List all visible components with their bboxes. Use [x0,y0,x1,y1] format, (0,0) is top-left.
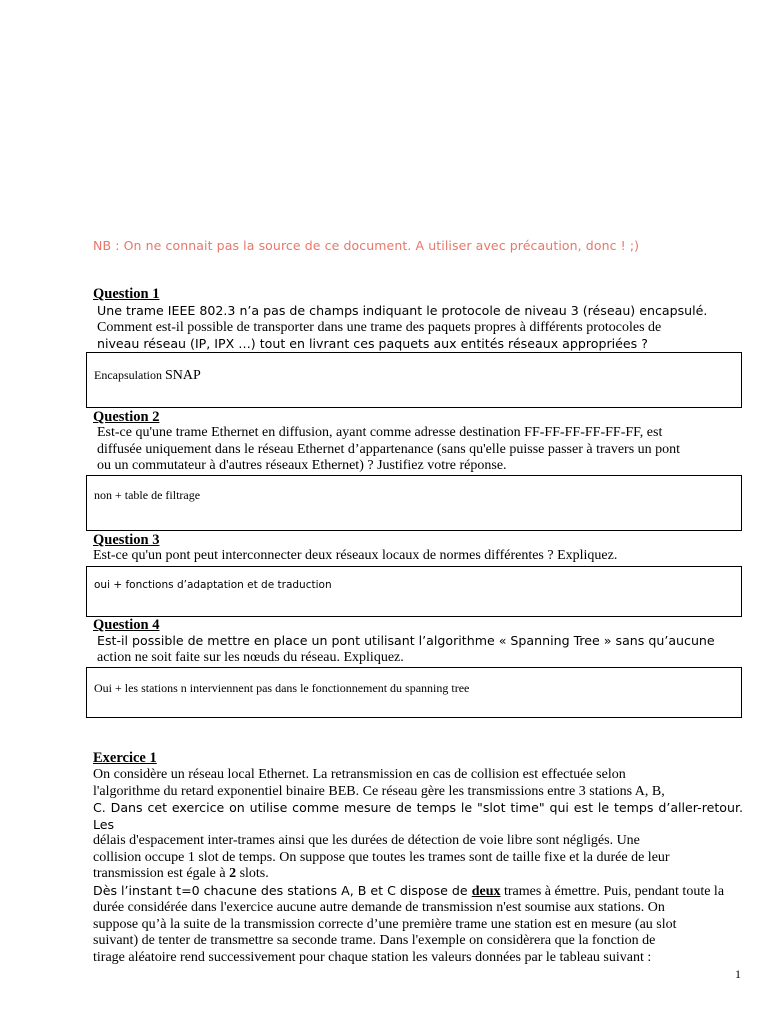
question-4-answer-box [86,667,742,718]
question-3-title: Question 3 [93,532,160,548]
exercise-1-line-3: C. Dans cet exercice on utilise comme mesure de temps le "slot time" qui est le temps d’aller-retour. Les [93,800,743,832]
exercise-1-line-6-c: slots. [236,866,269,881]
exercise-1-line-7-a: Dès l’instant t=0 chacune des stations A, B et C dispose de [93,882,472,898]
exercise-1-line-7 [93,883,743,901]
question-3-line-1: Est-ce qu'un pont peut interconnecter deux réseaux locaux de normes différentes ? Expliquez. [93,548,618,563]
exercise-1-line-2: l'algorithme du retard exponentiel binaire BEB. Ce réseau gère les transmissions entre 3 stations A, B, [93,783,665,799]
question-2-line-3: ou un commutateur à d'autres réseaux Ethernet) ? Justifiez votre réponse. [97,458,507,473]
question-3-answer: oui + fonctions d’adaptation et de traduction [94,579,332,591]
question-1-line-2: Comment est-il possible de transporter dans une trame des paquets propres à différents protocoles de [97,319,662,335]
question-4-line-2: action ne soit faite sur les nœuds du réseau. Expliquez. [97,649,404,665]
question-1-answer-prefix: Encapsulation [94,368,165,382]
question-1-answer-box [86,352,742,408]
question-1-line-1: Une trame IEEE 802.3 n’a pas de champs indiquant le protocole de niveau 3 (réseau) encapsulé. [97,303,708,318]
source-disclaimer-note: NB : On ne connait pas la source de ce document. A utiliser avec précaution, donc ! ;) [93,238,640,253]
question-4-title: Question 4 [93,617,160,633]
question-2-answer-box [86,475,742,531]
question-1-text [97,303,743,353]
exercise-1-line-1: On considère un réseau local Ethernet. La retransmission en cas de collision est effectuée selon [93,767,626,782]
question-4-answer: Oui + les stations n interviennent pas dans le fonctionnement du spanning tree [94,681,470,695]
question-1-answer-main: SNAP [164,368,201,383]
exercise-1-line-6 [93,866,743,883]
question-4-line-1: Est-il possible de mettre en place un pont utilisant l’algorithme « Spanning Tree » sans qu’aucune [97,633,715,648]
exercise-1-line-4: délais d'espacement inter-trames ainsi que les durées de détection de voie libre sont négligés. Une [93,833,640,848]
question-3-text [93,548,743,565]
question-2-line-2: diffusée uniquement dans le réseau Ethernet d’appartenance (sans qu'elle puisse passer à travers un pont [97,441,681,457]
question-2-text [97,425,743,475]
question-1-line-3: niveau réseau (IP, IPX …) tout en livrant ces paquets aux entités réseaux appropriées ? [97,336,648,351]
exercise-1-slot-count: 2 [229,866,237,881]
exercise-1-line-8: durée considérée dans l'exercice aucune autre demande de transmission n'est soumise aux stations. On [93,900,665,915]
exercise-1-line-6-a: transmission est égale à [93,866,230,881]
question-4-text [97,633,743,666]
question-2-title: Question 2 [93,409,160,425]
exercise-1-line-11: tirage aléatoire rend successivement pour chaque station les valeurs données par le tableau suivant : [93,949,652,965]
question-1-answer [94,368,201,384]
exercise-1-frame-count: deux [471,883,501,899]
exercise-1-line-7-c: trames à émettre. Puis, pendant toute la [500,883,725,899]
question-2-line-1: Est-ce qu'une trame Ethernet en diffusion, ayant comme adresse destination FF-FF-FF-FF-FF-FF, est [97,425,663,440]
exercise-1-line-5: collision occupe 1 slot de temps. On suppose que toutes les trames sont de taille fixe et la durée de leur [93,849,670,865]
exercise-1-title: Exercice 1 [93,750,157,766]
question-1-title: Question 1 [93,286,160,302]
exercise-1-text [93,767,743,966]
exercise-1-line-10: suivant) de tenter de transmettre sa seconde trame. Dans l'exemple on considèrera que la fonction de [93,933,656,948]
page-number: 1 [735,967,741,981]
exercise-1-line-9: suppose qu’à la suite de la transmission correcte d’une première trame une station est en mesure (au slot [93,916,677,932]
question-2-answer: non + table de filtrage [94,488,201,502]
question-3-answer-box [86,566,742,617]
